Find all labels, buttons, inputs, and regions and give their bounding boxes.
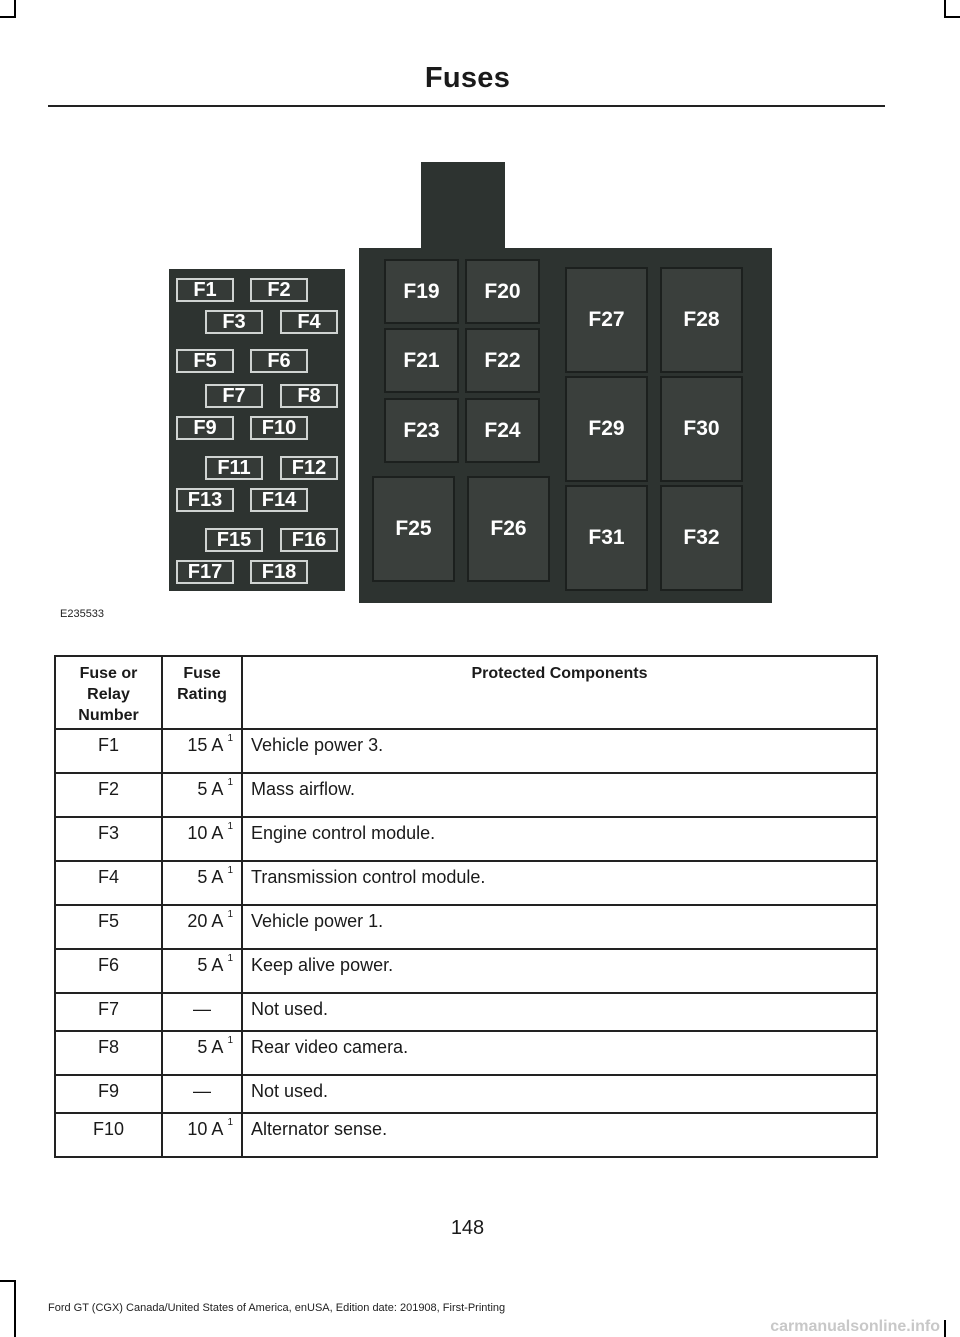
fuse-rating [162, 817, 242, 861]
protected-components: Transmission control module. [242, 861, 877, 905]
protected-components: Keep alive power. [242, 949, 877, 993]
fuse-number: F10 [55, 1113, 162, 1157]
table-row [55, 1113, 877, 1157]
fuse-rating: — [162, 1075, 242, 1113]
fuse-rating [162, 773, 242, 817]
fuse-f7: F7 [205, 384, 263, 408]
crop-mark [14, 1280, 16, 1337]
footnote-marker: 1 [227, 733, 233, 744]
fuse-f2: F2 [250, 278, 308, 302]
rating-value: 20 A [187, 911, 224, 931]
fuse-f5: F5 [176, 349, 234, 373]
fuse-number: F4 [55, 861, 162, 905]
fuse-f12: F12 [280, 456, 338, 480]
fuse-rating [162, 905, 242, 949]
fuse-rating [162, 1031, 242, 1075]
footer-edition-info: Ford GT (CGX) Canada/United States of America, enUSA, Edition date: 201908, First-Printing [48, 1302, 506, 1314]
table-row [55, 905, 877, 949]
fuse-rating [162, 861, 242, 905]
header-fuse-rating: Fuse Rating [162, 656, 242, 729]
table-row [55, 817, 877, 861]
fuse-number: F5 [55, 905, 162, 949]
fuse-f32: F32 [660, 485, 743, 591]
fuse-number: F1 [55, 729, 162, 773]
table-row [55, 729, 877, 773]
header-fuse-number: Fuse or Relay Number [55, 656, 162, 729]
table-header-row [55, 656, 877, 729]
fuse-number: F8 [55, 1031, 162, 1075]
fuse-f22: F22 [465, 328, 540, 393]
rating-value: 5 A [197, 1037, 224, 1057]
footnote-marker: 1 [227, 777, 233, 788]
fuse-f30: F30 [660, 376, 743, 482]
rating-value: 5 A [197, 955, 224, 975]
rating-value: 15 A [187, 735, 224, 755]
protected-components: Not used. [242, 993, 877, 1031]
figure-code: E235533 [60, 608, 105, 620]
fuse-number: F3 [55, 817, 162, 861]
rating-value: 10 A [187, 1119, 224, 1139]
page-number: 148 [450, 1217, 485, 1239]
fuse-number: F9 [55, 1075, 162, 1113]
fuse-f6: F6 [250, 349, 308, 373]
fuse-f9: F9 [176, 416, 234, 440]
fuse-f26: F26 [467, 476, 550, 582]
protected-components: Vehicle power 1. [242, 905, 877, 949]
rating-value: 5 A [197, 867, 224, 887]
fuse-number: F2 [55, 773, 162, 817]
fuse-rating [162, 729, 242, 773]
protected-components: Vehicle power 3. [242, 729, 877, 773]
fuse-f29: F29 [565, 376, 648, 482]
fuse-rating [162, 1113, 242, 1157]
fuse-f15: F15 [205, 528, 263, 552]
table-row [55, 1031, 877, 1075]
fuse-f31: F31 [565, 485, 648, 591]
fuse-f11: F11 [205, 456, 263, 480]
fuse-f27: F27 [565, 267, 648, 373]
footnote-marker: 1 [227, 865, 233, 876]
protected-components: Rear video camera. [242, 1031, 877, 1075]
table-row [55, 949, 877, 993]
protected-components: Engine control module. [242, 817, 877, 861]
fuse-f18: F18 [250, 560, 308, 584]
fuse-f3: F3 [205, 310, 263, 334]
connector-tab [421, 162, 505, 252]
fuse-f17: F17 [176, 560, 234, 584]
footnote-marker: 1 [227, 821, 233, 832]
fuse-f25: F25 [372, 476, 455, 582]
fuse-rating: — [162, 993, 242, 1031]
fuse-f20: F20 [465, 259, 540, 324]
header-protected-components: Protected Components [242, 656, 877, 729]
footnote-marker: 1 [227, 1117, 233, 1128]
table-row [55, 773, 877, 817]
protected-components: Mass airflow. [242, 773, 877, 817]
fuse-f8: F8 [280, 384, 338, 408]
fuse-number: F7 [55, 993, 162, 1031]
rating-value: 10 A [187, 823, 224, 843]
fuse-f16: F16 [280, 528, 338, 552]
fuse-table [54, 655, 878, 1158]
fuse-box-diagram [0, 0, 960, 640]
table-row [55, 1075, 877, 1113]
crop-mark [944, 1320, 946, 1337]
fuse-f10: F10 [250, 416, 308, 440]
fuse-f23: F23 [384, 398, 459, 463]
watermark: carmanualsonline.info [770, 1318, 940, 1335]
fuse-f14: F14 [250, 488, 308, 512]
fuse-number: F6 [55, 949, 162, 993]
table-row [55, 861, 877, 905]
fuse-rating [162, 949, 242, 993]
protected-components: Alternator sense. [242, 1113, 877, 1157]
fuse-f28: F28 [660, 267, 743, 373]
page-title: Fuses [424, 62, 511, 94]
fuse-f4: F4 [280, 310, 338, 334]
footnote-marker: 1 [227, 909, 233, 920]
fuse-f21: F21 [384, 328, 459, 393]
fuse-f13: F13 [176, 488, 234, 512]
footnote-marker: 1 [227, 953, 233, 964]
protected-components: Not used. [242, 1075, 877, 1113]
fuse-f24: F24 [465, 398, 540, 463]
table-row [55, 993, 877, 1031]
fuse-f19: F19 [384, 259, 459, 324]
footnote-marker: 1 [227, 1035, 233, 1046]
fuse-f1: F1 [176, 278, 234, 302]
rating-value: 5 A [197, 779, 224, 799]
crop-mark [0, 1280, 16, 1282]
